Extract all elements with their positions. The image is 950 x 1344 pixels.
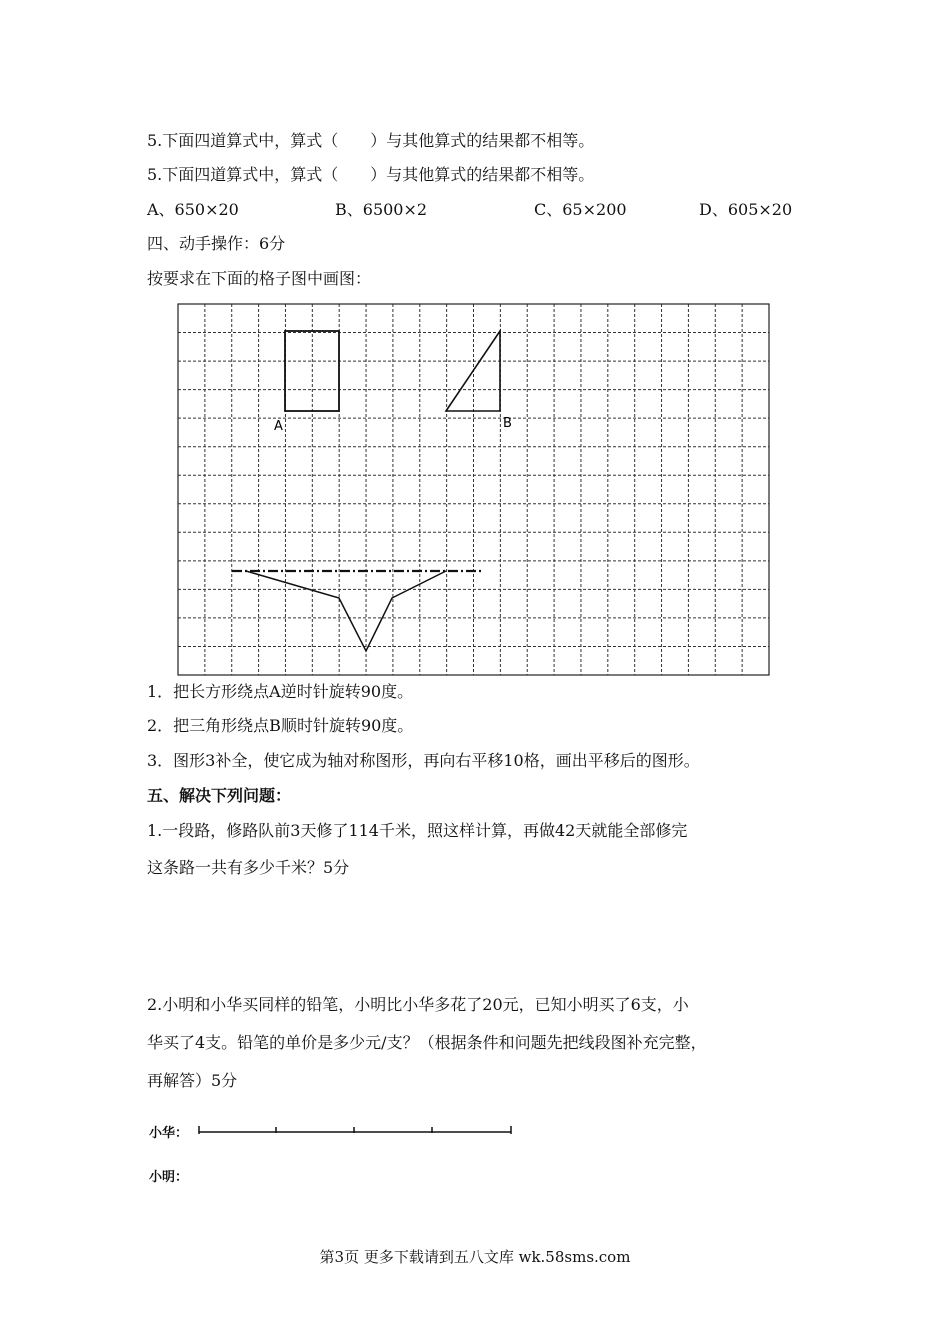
option-a: A、650×20 bbox=[147, 200, 239, 219]
figure-3-half bbox=[246, 571, 446, 651]
section-4-title: 四、动手操作：6分 bbox=[147, 234, 286, 253]
task-2: 2．把三角形绕点B顺时针旋转90度。 bbox=[147, 716, 414, 735]
option-d: D、605×20 bbox=[699, 200, 793, 219]
task-3: 3．图形3补全，使它成为轴对称图形，再向右平移10格，画出平移后的图形。 bbox=[147, 751, 700, 770]
label-xiaoming: 小明： bbox=[149, 1170, 189, 1185]
problem-1-line-1: 1.一段路，修路队前3天修了114千米，照这样计算，再做42天就能全部修完 bbox=[147, 821, 688, 840]
point-a-label: A bbox=[274, 419, 283, 434]
label-xiaohua: 小华： bbox=[149, 1126, 189, 1141]
problem-2-line-2: 华买了4支。铅笔的单价是多少元/支？（根据条件和问题先把线段图补充完整， bbox=[147, 1033, 707, 1052]
option-b: B、6500×2 bbox=[335, 200, 428, 219]
option-c: C、65×200 bbox=[534, 200, 627, 219]
problem-1-line-2: 这条路一共有多少千米？5分 bbox=[147, 858, 350, 877]
task-1: 1．把长方形绕点A逆时针旋转90度。 bbox=[147, 682, 414, 701]
section-5-title: 五、解决下列问题： bbox=[147, 786, 292, 805]
q5-line-2: 5.下面四道算式中，算式（ ）与其他算式的结果都不相等。 bbox=[147, 165, 595, 184]
problem-2-line-3: 再解答）5分 bbox=[147, 1071, 238, 1090]
problem-2-line-1: 2.小明和小华买同样的铅笔，小明比小华多花了20元，已知小明买了6支，小 bbox=[147, 995, 689, 1014]
q5-options bbox=[147, 197, 827, 219]
xiaohua-segment bbox=[195, 1124, 515, 1138]
drawing-grid bbox=[174, 300, 774, 682]
point-b-label: B bbox=[503, 416, 512, 431]
section-4-instruction: 按要求在下面的格子图中画图： bbox=[147, 269, 372, 288]
q5-line-1: 5.下面四道算式中，算式（ ）与其他算式的结果都不相等。 bbox=[147, 131, 595, 150]
page-footer: 第3页 更多下载请到五八文库 wk.58sms.com bbox=[319, 1248, 631, 1266]
